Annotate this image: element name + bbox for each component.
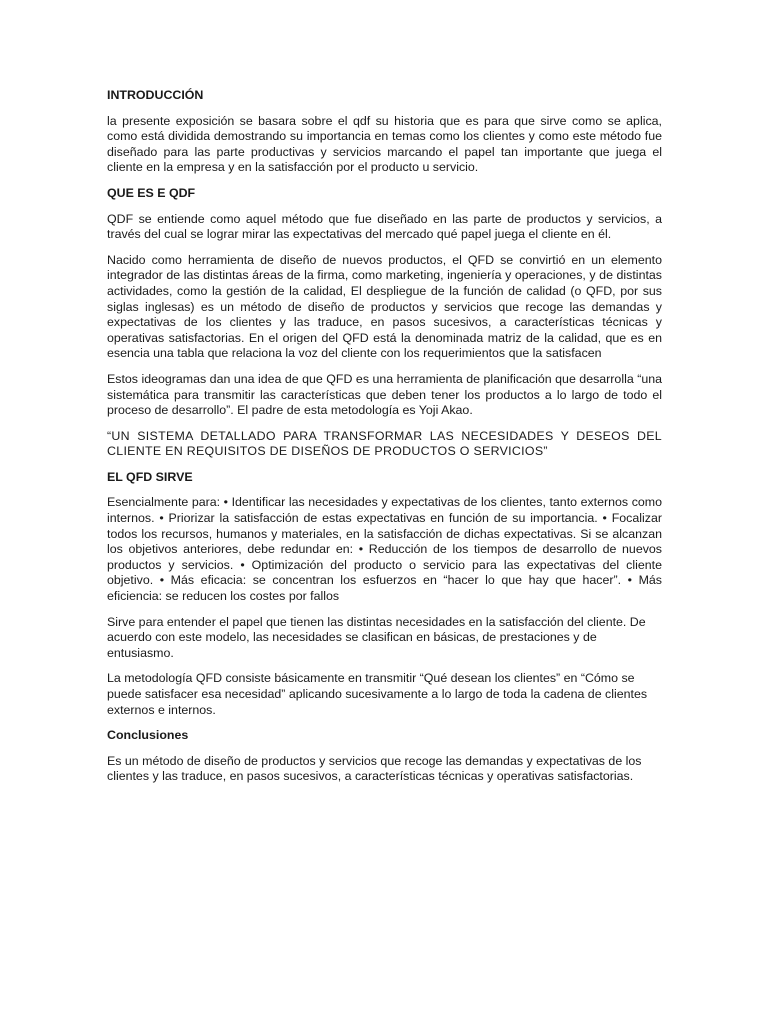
que-es-paragraph: QDF se entiende como aquel método que fue diseñado en las parte de productos y servicios, a través del cual se lograr mirar las expectativas del mercado qué papel juega el cliente en él. bbox=[107, 211, 662, 242]
metodologia-paragraph: La metodología QFD consiste básicamente en transmitir “Qué desean los clientes” en “Cómo se puede satisfacer esa necesidad” aplicando sucesivamente a lo largo de toda la cadena de clientes externos e internos. bbox=[107, 671, 648, 717]
que-es-heading: QUE ES E QDF bbox=[107, 185, 196, 200]
intro-paragraph: la presente exposición se basara sobre el qdf su historia que es para que sirve como se aplica, como está dividida demostrando su importancia en temas como los clientes y como este método fue diseñado para las parte productivas y servicios marcando el papel tan importante que juega el cliente en la empresa y en la satisfacción por el producto u servicio. bbox=[107, 113, 662, 175]
document-page bbox=[107, 88, 662, 795]
ideogramas-paragraph: Estos ideogramas dan una idea de que QFD es una herramienta de planificación que desarrolla “una sistemática para transmitir las características que deben tener los productos a lo largo de todo el proceso de desarrollo”. El padre de esta metodología es Yoji Akao. bbox=[107, 371, 662, 418]
conclusiones-paragraph: Es un método de diseño de productos y servicios que recoge las demandas y expectativas de los clientes y las traduce, en pasos sucesivos, a características técnicas y operativas satisfactorias. bbox=[107, 753, 642, 784]
sirve-heading: EL QFD SIRVE bbox=[107, 469, 193, 484]
conclusiones-heading: Conclusiones bbox=[107, 728, 189, 743]
intro-heading: INTRODUCCIÓN bbox=[107, 88, 204, 102]
sirve-paragraph: Esencialmente para: • Identificar las necesidades y expectativas de los clientes, tanto externos como internos. • Priorizar la satisfacción de estas expectativas en función de su importancia. • Focalizar todos los recursos, humanos y materiales, en la satisfacción de dichas expectativas. Si se alcanzan los objetivos anteriores, debe redundar en: • Reducción de los tiempos de desarrollo de nuevos productos y servicios. • Optimización del producto o servicio para las expectativas del cliente objetivo. • Más eficacia: se concentran los esfuerzos en “hacer lo que hay que hacer”. • Más eficiencia: se reducen los costes por fallos bbox=[107, 495, 662, 604]
nacido-paragraph: Nacido como herramienta de diseño de nuevos productos, el QFD se convirtió en un elemento integrador de las distintas áreas de la firma, como marketing, ingeniería y operaciones, y de distintas actividades, como la gestión de la calidad, El despliegue de la función de calidad (o QFD, por sus siglas inglesas) es un método de diseño de productos y servicios que recoge las demandas y expectativas de los clientes y las traduce, en pasos sucesivos, a características técnicas y operativas satisfactorias. En el origen del QFD está la denominada matriz de la calidad, que es en esencia una tabla que relaciona la voz del cliente con los requerimientos que la satisfacen bbox=[107, 252, 662, 361]
entender-paragraph: Sirve para entender el papel que tienen las distintas necesidades en la satisfacción del cliente. De acuerdo con este modelo, las necesidades se clasifican en básicas, de prestaciones y de entusiasmo. bbox=[107, 614, 646, 660]
quote-paragraph: “UN SISTEMA DETALLADO PARA TRANSFORMAR LAS NECESIDADES Y DESEOS DEL CLIENTE EN REQUISITOS DE DISEÑOS DE PRODUCTOS O SERVICIOS” bbox=[107, 428, 662, 459]
